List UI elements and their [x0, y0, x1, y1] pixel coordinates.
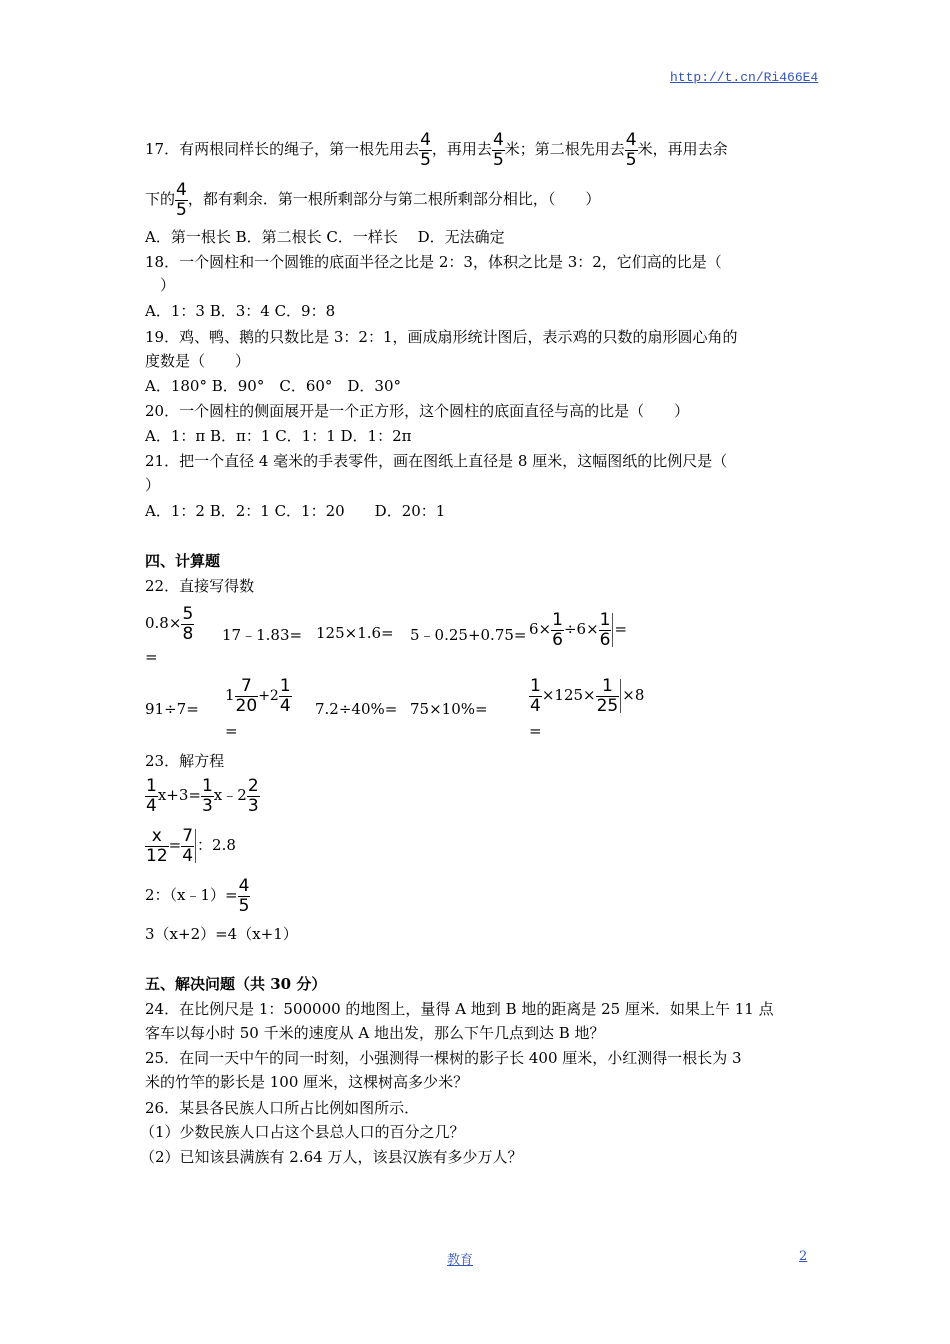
- q20-options: A．1：π B．π：1 C．1：1 D．1：2π: [145, 427, 412, 445]
- fraction-1-3: $\frac{1}{3}$: [201, 775, 213, 816]
- section-title-calc: 四、计算题: [145, 552, 221, 570]
- q23-eq4: 3（x+2）=4（x+1）: [145, 925, 298, 943]
- q22-i: 75×10%=: [410, 700, 488, 718]
- q25-l1: 25．在同一天中午的同一时刻，小强测得一棵树的影子长 400 厘米，小红测得一根长为 3: [145, 1049, 742, 1067]
- fraction-7-4: $\frac{7}{4}$: [182, 825, 194, 866]
- q24-l2: 客车以每小时 50 千米的速度从 A 地出发，那么下午几点到达 B 地？: [145, 1024, 605, 1042]
- q17-line2: 下的 $\frac{4}{5}$ ，都有剩余．第一根所剩部分与第二根所剩部分相比，（ ）: [145, 179, 601, 220]
- q22-a: 0.8× $\frac{5}{8}$: [145, 603, 194, 644]
- q22-g-eq: =: [225, 722, 238, 740]
- section-title-problems: 五、解决问题（共 30 分）: [145, 975, 327, 993]
- fraction-x-12: $\frac{x}{12}$: [146, 825, 168, 866]
- q22-h: 7.2÷40%=: [315, 700, 398, 718]
- fraction-1-4: $\frac{1}{4}$: [530, 675, 541, 716]
- fraction-4-5: $\frac{4}{5}$: [420, 129, 431, 170]
- header-link[interactable]: http://t.cn/Ri466E4: [670, 70, 819, 85]
- q22-e: 6× $\frac{1}{6}$ ÷6× $\frac{1}{6}$ =: [529, 609, 628, 650]
- q22-a-eq: =: [145, 648, 158, 666]
- fraction-1-6: $\frac{1}{6}$: [552, 609, 563, 650]
- q24-l1: 24．在比例尺是 1：500000 的地图上，量得 A 地到 B 地的距离是 25 厘米．如果上午 11 点: [145, 1000, 774, 1018]
- fraction-2-3: $\frac{2}{3}$: [247, 775, 259, 816]
- fraction-7-20: $\frac{7}{20}$: [235, 675, 258, 716]
- q21-text2: ）: [145, 476, 161, 494]
- q26-l2: （1）少数民族人口占这个县总人口的百分之几？: [140, 1123, 465, 1141]
- q23-title: 23．解方程: [145, 752, 225, 770]
- fraction-1-4: $\frac{1}{4}$: [279, 675, 291, 716]
- q22-d: 5﹣0.25+0.75=: [410, 626, 527, 644]
- q18-text: 18．一个圆柱和一个圆锥的底面半径之比是 2：3，体积之比是 3：2，它们高的比是（: [145, 253, 722, 271]
- q22-g: 1 $\frac{7}{20}$ +2 $\frac{1}{4}$: [225, 675, 291, 716]
- footer-link[interactable]: 教育: [447, 1253, 474, 1268]
- fraction-1-4: $\frac{1}{4}$: [146, 775, 157, 816]
- q19-text2: 度数是（ ）: [145, 352, 251, 370]
- q22-f: 91÷7=: [145, 700, 199, 718]
- q20-text: 20．一个圆柱的侧面展开是一个正方形，这个圆柱的底面直径与高的比是（ ）: [145, 402, 690, 420]
- q22-c: 125×1.6=: [316, 624, 394, 642]
- q26-l3: （2）已知该县满族有 2.64 万人，该县汉族有多少万人？: [140, 1148, 523, 1166]
- q23-eq3: 2：（x﹣1）= $\frac{4}{5}$: [145, 875, 250, 916]
- q19-text: 19．鸡、鸭、鹅的只数比是 3：2：1，画成扇形统计图后，表示鸡的只数的扇形圆心角的: [145, 328, 738, 346]
- q18-text2: ）: [145, 276, 176, 294]
- q26-l1: 26．某县各民族人口所占比例如图所示．: [145, 1099, 420, 1117]
- q25-l2: 米的竹竿的影长是 100 厘米，这棵树高多少米？: [145, 1073, 469, 1091]
- q23-eq2: $\frac{x}{12}$ = $\frac{7}{4}$ ：2.8: [146, 825, 236, 866]
- q21-options: A．1：2 B．2：1 C．1：20 D．20：1: [145, 502, 446, 520]
- cursor-bar: [195, 829, 196, 863]
- q22-title: 22．直接写得数: [145, 577, 255, 595]
- fraction-4-5: $\frac{4}{5}$: [176, 179, 187, 220]
- fraction-1-6: $\frac{1}{6}$: [599, 609, 611, 650]
- q17-line1: 17．有两根同样长的绳子，第一根先用去 $\frac{4}{5}$ ，再用去 $\frac{4}{5}$ 米；第二根先用去 $\frac{4}{5}$ 米，再用去余: [145, 129, 728, 170]
- fraction-5-8: $\frac{5}{8}$: [182, 603, 194, 644]
- q22-j-eq: =: [529, 722, 542, 740]
- fraction-4-5: $\frac{4}{5}$: [625, 129, 637, 170]
- q23-eq1: $\frac{1}{4}$ x+3= $\frac{1}{3}$ x﹣2 $\frac{2}{3}$: [146, 775, 259, 816]
- fraction-4-5: $\frac{4}{5}$: [492, 129, 504, 170]
- page-number: 2: [799, 1249, 808, 1264]
- q22-b: 17﹣1.83=: [222, 626, 303, 644]
- q22-j: $\frac{1}{4}$ ×125× $\frac{1}{25}$ ×8: [530, 675, 645, 716]
- fraction-4-5: $\frac{4}{5}$: [238, 875, 250, 916]
- q18-options: A．1：3 B．3：4 C．9：8: [145, 302, 336, 320]
- q19-options: A．180° B．90° C．60° D．30°: [145, 377, 402, 395]
- q21-text: 21．把一个直径 4 毫米的手表零件，画在图纸上直径是 8 厘米，这幅图纸的比例尺是（: [145, 452, 728, 470]
- q17-options: A．第一根长 B．第二根长 C．一样长 D．无法确定: [145, 228, 505, 246]
- fraction-1-25: $\frac{1}{25}$: [596, 675, 619, 716]
